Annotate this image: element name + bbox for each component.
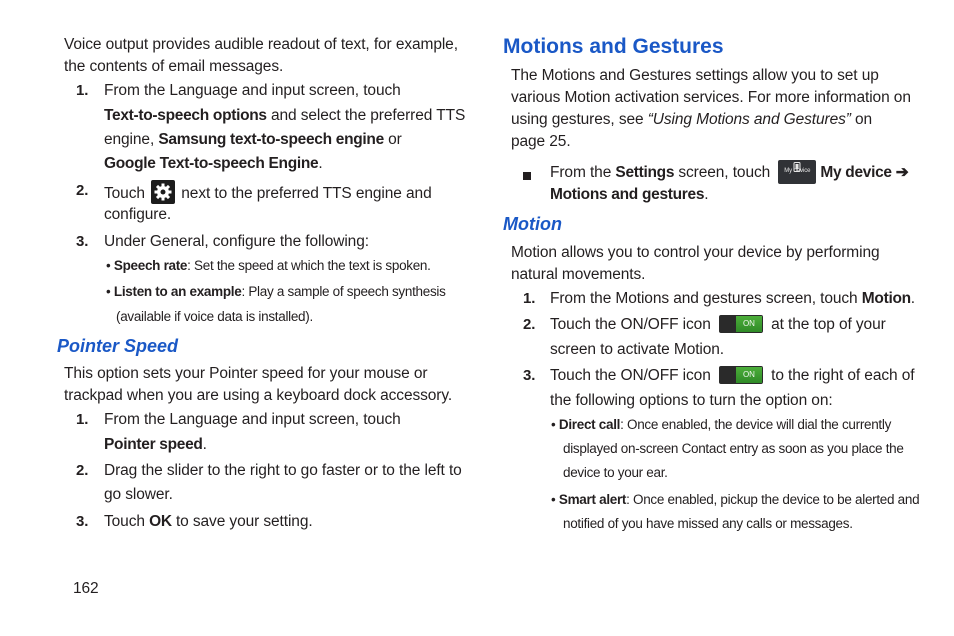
motions-gestures-heading: Motions and Gestures [503,35,724,58]
step-text [104,511,313,533]
step-number: 3. [523,367,536,384]
step-text: configure. [104,206,172,223]
menu-option: Settings [615,164,675,181]
on-off-toggle-icon [719,315,763,333]
option-name: Speech rate [113,258,188,273]
paragraph-line: various Motion activation services. For more information on [511,89,911,106]
paragraph-line [511,109,872,131]
step-text: go slower. [104,486,173,503]
text: and select the preferred TTS [266,107,466,124]
step-number: 3. [76,233,89,250]
step-text [104,434,207,456]
text: . [910,290,915,307]
step-number: 2. [76,462,89,479]
motion-heading: Motion [503,214,562,234]
paragraph-line: page 25. [511,133,571,150]
text: : Play a sample of speech synthesis [241,284,446,299]
bullet-smart-alert: • Smart alert: Once enabled, pickup the device to be alerted and [551,492,920,507]
text: : Set the speed at which the text is spoken. [187,258,431,273]
bullet-direct-call: • Direct call: Once enabled, the device will dial the currently [551,417,892,432]
bullet-text: notified of you have missed any calls or messages. [563,516,853,531]
paragraph-line: trackpad when you are using a keyboard dock accessory. [64,387,453,404]
text: From the [550,164,616,181]
instruction-text [550,160,908,184]
option-name: Direct call [558,417,621,432]
paragraph-line: The Motions and Gestures settings allow you to set up [511,67,879,84]
intro-line-1: Voice output provides audible readout of text, for example, [64,36,458,53]
step-text [550,288,915,310]
button-name: OK [149,513,172,530]
menu-option: Motion [861,290,911,307]
step-text: From the Language and input screen, touch [104,411,401,428]
step-text [550,314,886,336]
pointer-speed-heading: Pointer Speed [57,336,179,356]
step-text [104,153,323,175]
bullet-listen-example: • Listen to an example: Play a sample of speech synthesis [106,284,446,299]
text: Touch the ON/OFF icon [550,316,715,333]
text: : Once enabled, the device will dial the currently [620,417,892,432]
bullet-speech-rate: • Speech rate: Set the speed at which the text is spoken. [106,258,431,273]
option-name: Listen to an example [113,284,242,299]
gear-icon [151,180,175,204]
step-number: 2. [523,316,536,333]
toggle-on-label: ON [736,367,762,383]
bullet-text: displayed on-screen Contact entry as soon as you place the [563,441,904,456]
cross-reference-link[interactable]: “Using Motions and Gestures” [647,111,851,128]
bullet-square [523,167,531,185]
my-device-tab-icon [778,160,816,184]
paragraph-line: This option sets your Pointer speed for your mouse or [64,365,428,382]
step-text: From the Language and input screen, touch [104,82,401,99]
menu-option: Motions and gestures [550,186,705,203]
text: engine, [104,131,159,148]
text: to the right of each of [766,367,915,384]
text: screen, touch [674,164,775,181]
step-number: 3. [76,513,89,530]
menu-option: Google Text-to-speech Engine [104,155,319,172]
text: . [318,155,323,172]
step-text [550,365,914,387]
text: using gestures, see [511,111,648,128]
intro-line-2: the contents of email messages. [64,58,284,75]
text: From the Motions and gestures screen, touch [550,290,862,307]
instruction-text [550,184,708,206]
text: on [850,111,873,128]
bullet-text: device to your ear. [563,465,668,480]
text: Touch [104,185,150,202]
step-number: 1. [76,411,89,428]
text: next to the preferred TTS engine and [177,185,432,202]
text: : Once enabled, pickup the device to be alerted and [626,492,920,507]
text: to save your setting. [171,513,313,530]
step-number: 1. [523,290,536,307]
bullet-text: (available if voice data is installed). [116,309,313,324]
menu-option: Text-to-speech options [104,107,267,124]
step-text [104,180,432,205]
icon-label: My device [784,168,811,174]
menu-option: Samsung text-to-speech engine [158,131,384,148]
text: Touch the ON/OFF icon [550,367,715,384]
menu-option: Pointer speed [104,436,203,453]
step-number: 2. [76,182,89,199]
step-text [104,129,402,151]
option-name: Smart alert [558,492,627,507]
text: . [704,186,709,203]
paragraph-line: natural movements. [511,266,646,283]
step-text [104,105,465,127]
text: Touch [104,513,150,530]
menu-option: My device ➔ [820,164,909,181]
text: or [383,131,402,148]
step-text: Under General, configure the following: [104,233,369,250]
step-text: the following options to turn the option on: [550,392,833,409]
text: at the top of your [766,316,886,333]
paragraph-line: Motion allows you to control your device by performing [511,244,880,261]
page-number: 162 [73,580,99,597]
on-off-toggle-icon [719,366,763,384]
step-text: Drag the slider to the right to go faster or to the left to [104,462,462,479]
step-text: screen to activate Motion. [550,341,725,358]
step-number: 1. [76,82,89,99]
text: . [202,436,207,453]
toggle-on-label: ON [736,316,762,332]
